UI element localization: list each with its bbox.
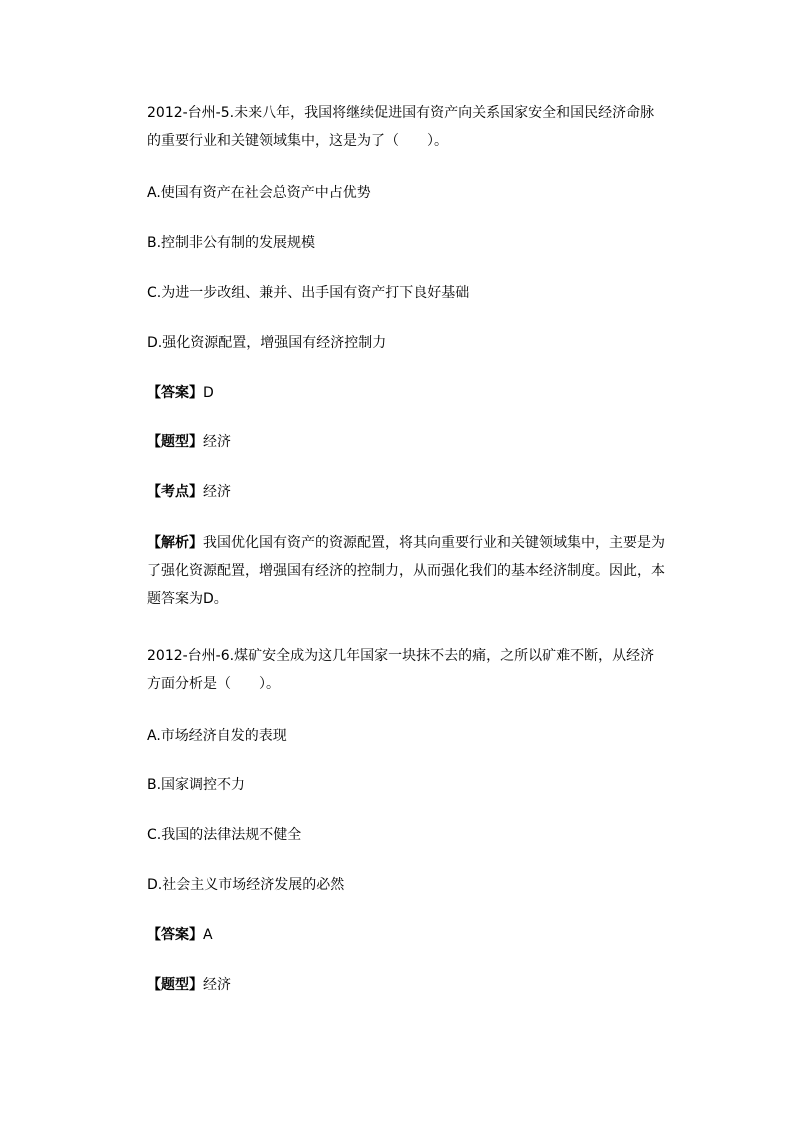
question-6-option-d: D.社会主义市场经济发展的必然 [147, 877, 345, 893]
answer-value: A [203, 927, 213, 943]
point-value: 经济 [203, 484, 231, 500]
question-5-type [147, 428, 667, 456]
point-label: 【考点】 [147, 484, 203, 500]
question-6-answer [147, 921, 667, 949]
question-5-answer [147, 379, 667, 407]
question-5-stem: 2012-台州-5.未来八年，我国将继续促进国有资产向关系国家安全和国民经济命脉的重要行业和关键领域集中，这是为了（ ）。 [147, 105, 655, 149]
type-label: 【题型】 [147, 977, 203, 993]
question-6-option-b: B.国家调控不力 [147, 777, 246, 793]
type-value: 经济 [203, 434, 231, 450]
answer-label: 【答案】 [147, 927, 203, 943]
question-5-option-a: A.使国有资产在社会总资产中占优势 [147, 185, 371, 201]
analysis-label: 【解析】 [147, 535, 203, 551]
question-5-option-b: B.控制非公有制的发展规模 [147, 235, 316, 251]
question-5-analysis [147, 529, 667, 613]
question-5-option-d: D.强化资源配置，增强国有经济控制力 [147, 335, 387, 351]
answer-value: D [203, 385, 214, 401]
answer-label: 【答案】 [147, 385, 203, 401]
question-6-option-a: A.市场经济自发的表现 [147, 728, 287, 744]
analysis-text: 我国优化国有资产的资源配置，将其向重要行业和关键领域集中，主要是为了强化资源配置，增强国有经济的控制力，从而强化我们的基本经济制度。因此，本题答案为D。 [147, 535, 665, 607]
question-5-point [147, 478, 667, 506]
question-6-stem: 2012-台州-6.煤矿安全成为这几年国家一块抹不去的痛，之所以矿难不断，从经济方面分析是（ ）。 [147, 648, 655, 692]
question-6-type [147, 971, 667, 999]
type-label: 【题型】 [147, 434, 203, 450]
question-5-option-c: C.为进一步改组、兼并、出手国有资产打下良好基础 [147, 285, 470, 301]
question-6-option-c: C.我国的法律法规不健全 [147, 827, 302, 843]
type-value: 经济 [203, 977, 231, 993]
